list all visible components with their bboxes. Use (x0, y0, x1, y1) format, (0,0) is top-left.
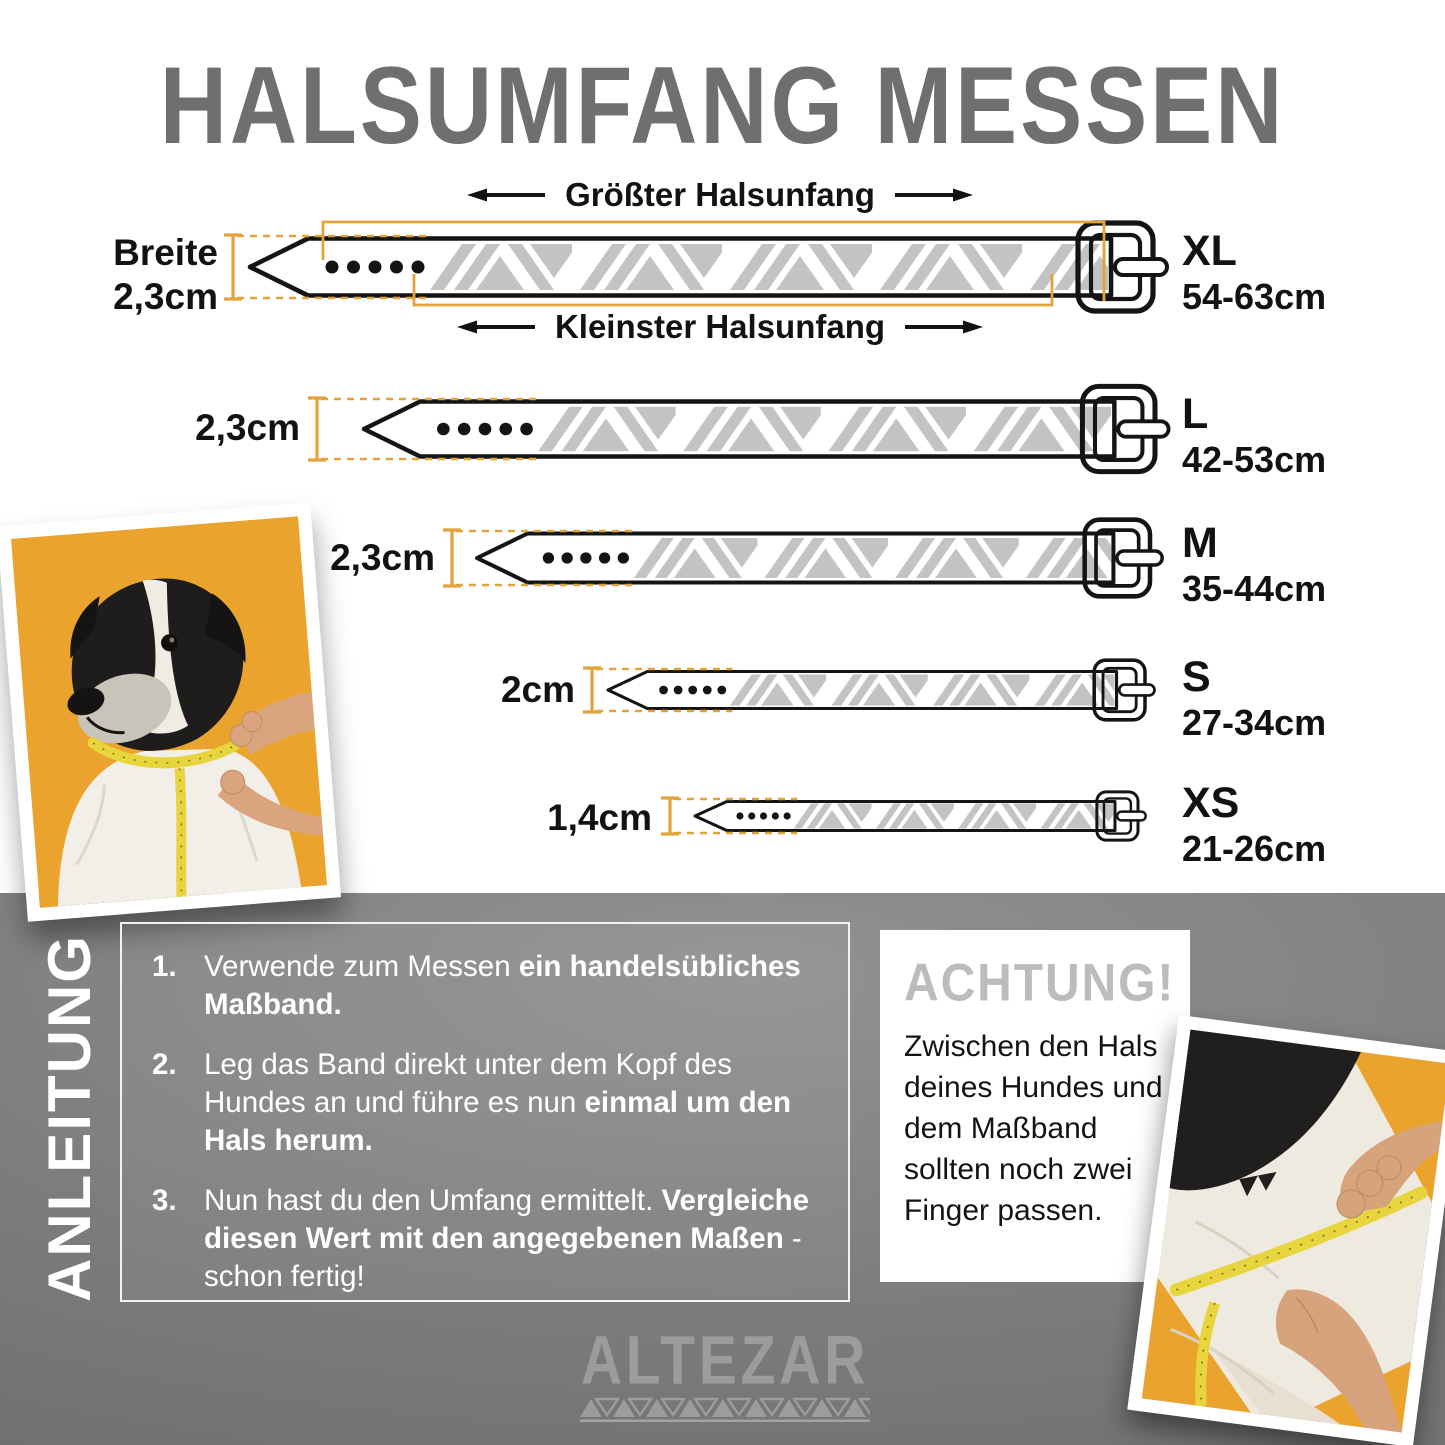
brand-logo (555, 1320, 895, 1427)
smallest-circumference-text: Kleinster Halsunfang (554, 308, 886, 345)
warning-card (880, 930, 1190, 1282)
instruction-item-2 (152, 1046, 818, 1160)
width-label-m: 2,3cm (330, 537, 435, 578)
size-label-l: L 42-53cm (1182, 390, 1327, 481)
page-title: HALSUMFANG MESSEN (159, 45, 1286, 168)
dog-photo-closeup (1127, 1015, 1445, 1445)
instruction-item-3 (152, 1182, 818, 1296)
closeup-measuring-illustration (1142, 1029, 1445, 1432)
size-label-m: M 35-44cm (1182, 519, 1327, 610)
instruction-number: 3. (152, 1184, 177, 1217)
arrow-right-icon (893, 187, 973, 203)
largest-circumference-label (430, 176, 1010, 214)
instructions-heading: ANLEITUNG (36, 934, 103, 1302)
dog-photo-measuring (0, 502, 341, 921)
instruction-text: Verwende zum Messen ein handelsübliches Maßband. (204, 950, 801, 1021)
width-label-s: 2cm (500, 669, 575, 710)
size-label-xs: XS 21-26cm (1182, 779, 1327, 870)
size-label-xl: XL 54-63cm (1182, 227, 1327, 318)
warning-heading: ACHTUNG! (904, 953, 1176, 1012)
smallest-circumference-label (430, 308, 1010, 346)
arrow-left-icon (467, 187, 547, 203)
instruction-number: 2. (152, 1048, 177, 1081)
size-label-s: S 27-34cm (1182, 653, 1327, 744)
instruction-number: 1. (152, 950, 177, 983)
width-label-xl: Breite 2,3cm (113, 232, 218, 318)
instructions-panel (120, 922, 850, 1302)
width-label-xs: 1,4cm (547, 797, 652, 838)
instruction-text: Nun hast du den Umfang ermittelt. Vergleiche diesen Wert mit den angegebenen Maßen - schon fertig! (204, 1184, 810, 1293)
dog-measuring-illustration (11, 516, 327, 907)
arrow-right-icon (903, 319, 983, 335)
brand-name: ALTEZAR (580, 1321, 870, 1399)
instruction-text: Leg das Band direkt unter dem Kopf des Hundes an und führe es nun einmal um den Hals herum. (204, 1048, 792, 1157)
arrow-left-icon (457, 319, 537, 335)
largest-circumference-text: Größter Halsunfang (565, 176, 875, 213)
width-label-l: 2,3cm (195, 407, 300, 448)
instruction-item-1 (152, 948, 818, 1024)
warning-text: Zwischen den Hals deines Hundes und dem Maßband sollten noch zwei Finger passen. (904, 1030, 1163, 1227)
